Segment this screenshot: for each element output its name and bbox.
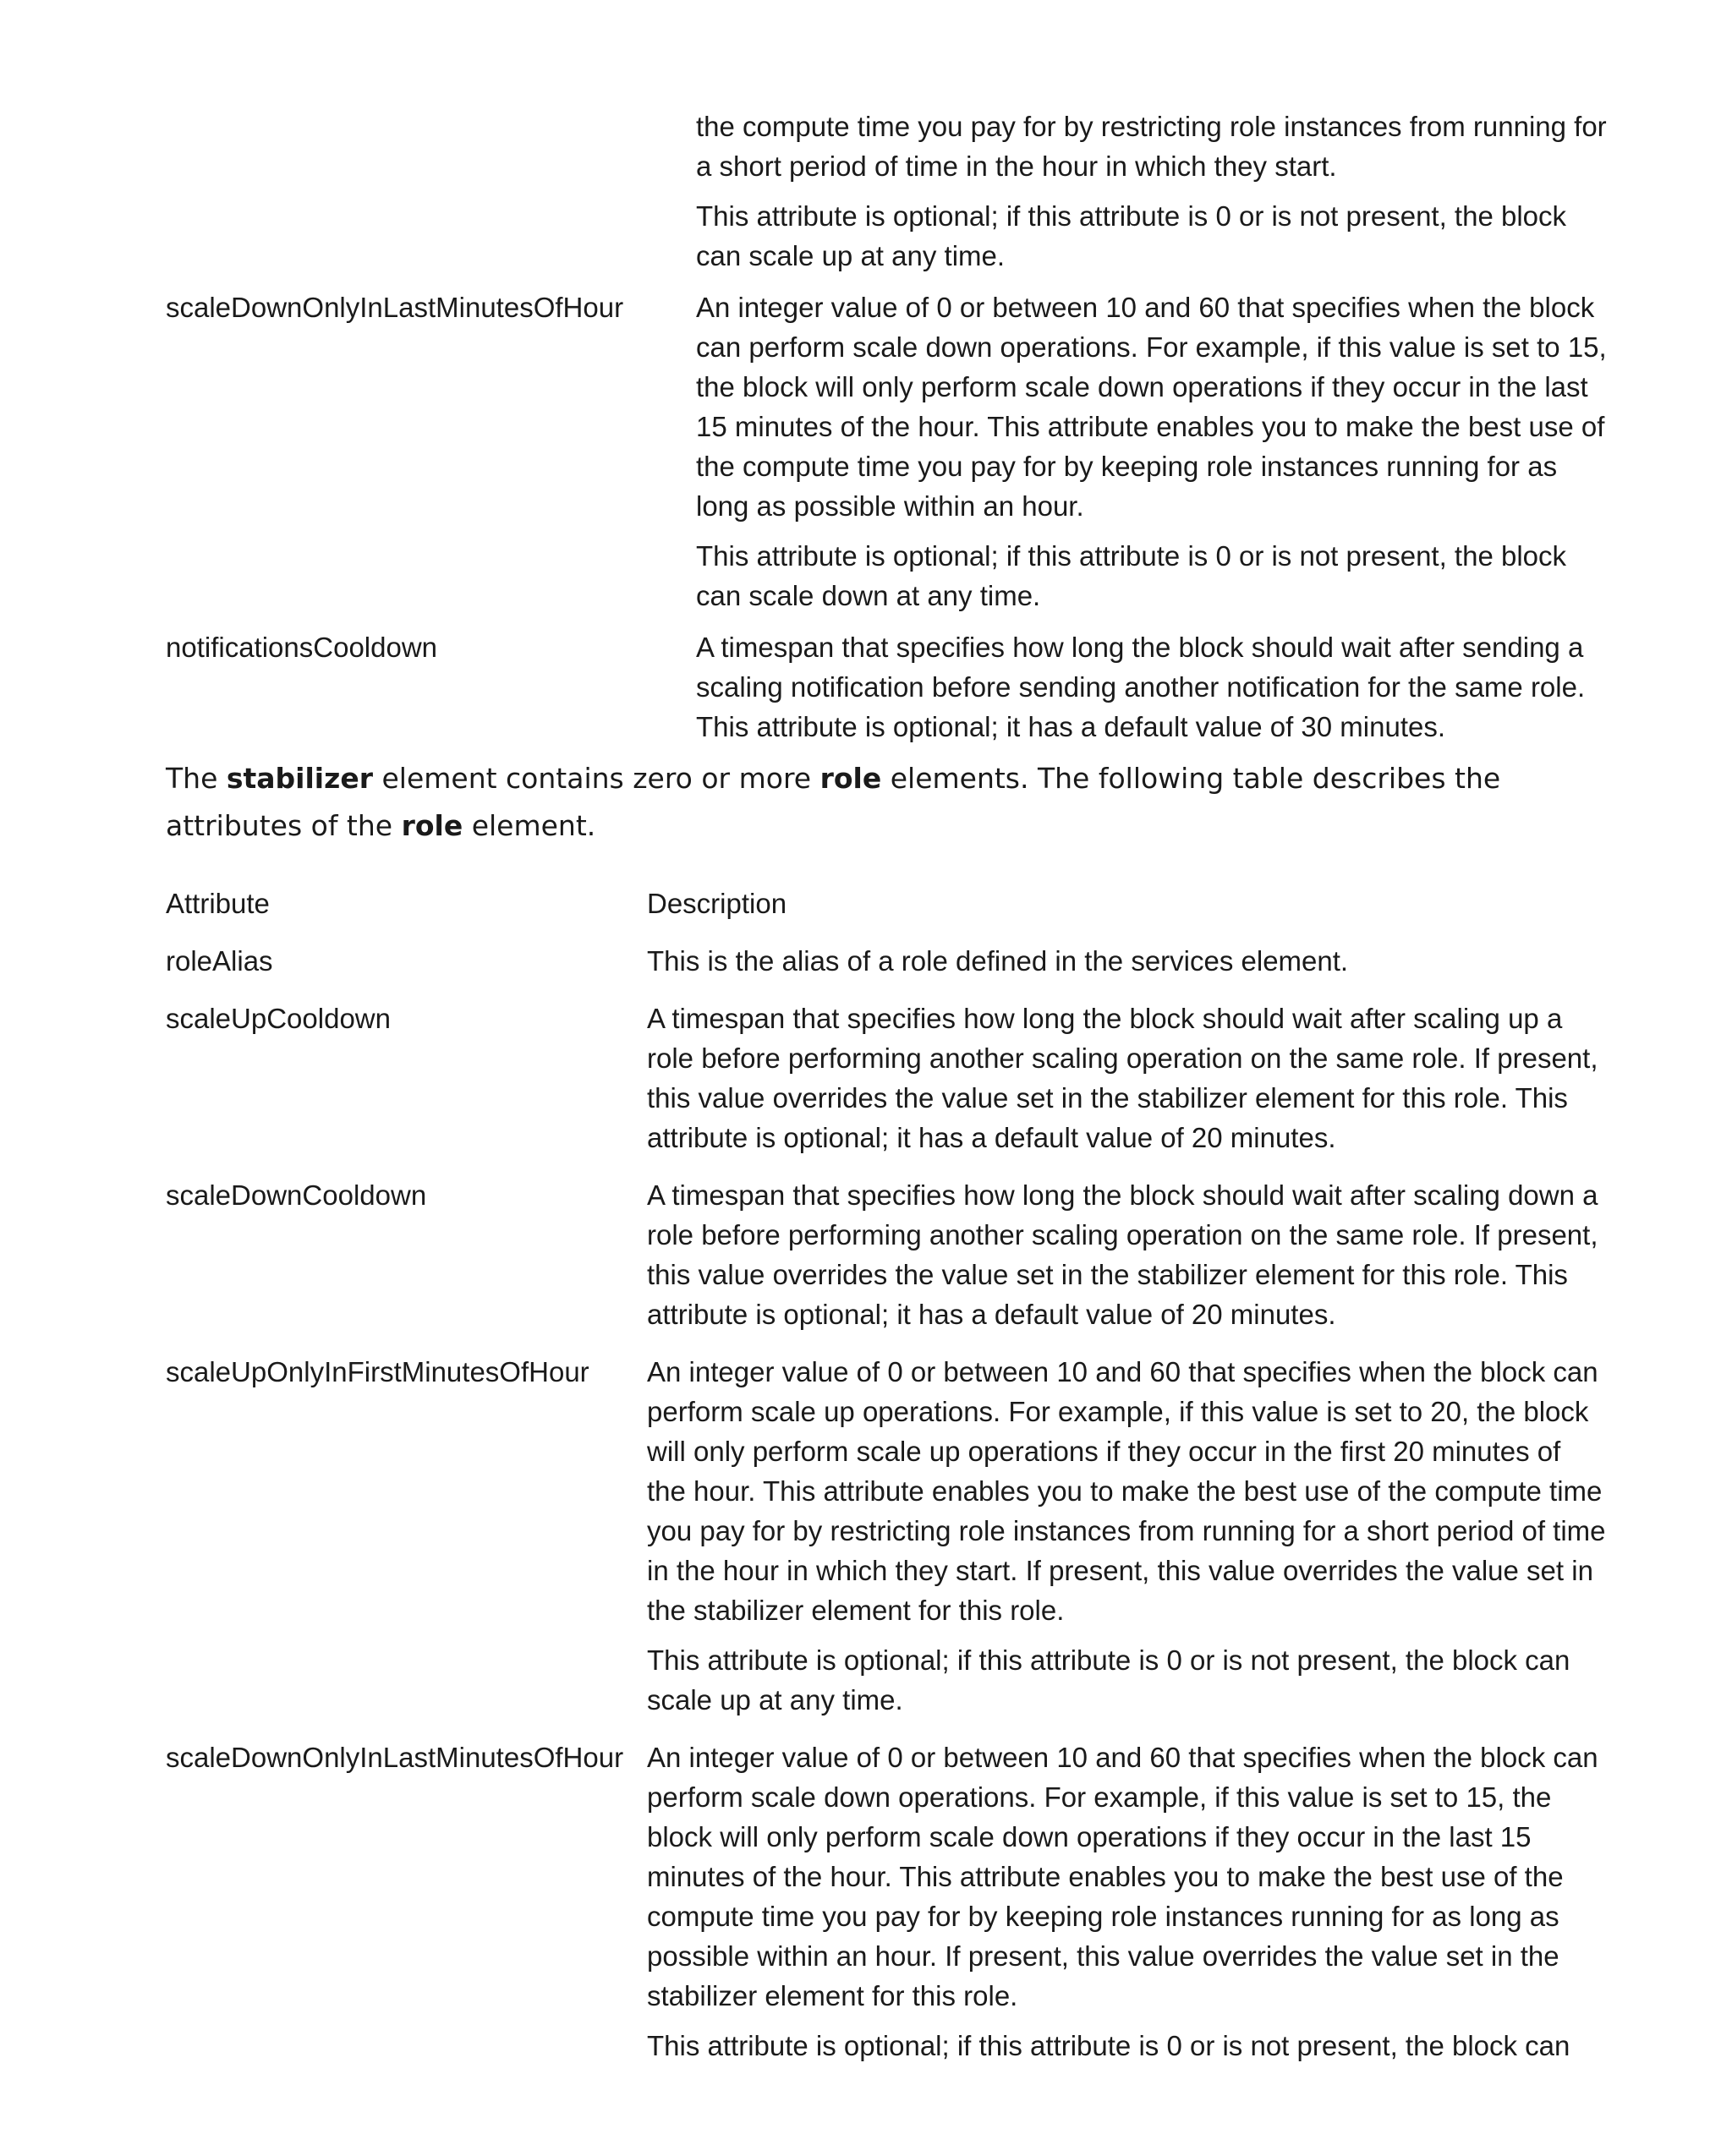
- table-row: [166, 1352, 1606, 1720]
- column-header-attribute: Attribute: [166, 888, 270, 919]
- description-paragraph: A timespan that specifies how long the block should wait after scaling down a role before performing another scaling operation on the same role. If present, this value overrides the value set in the stabilizer element for this role. This attribute is optional; it has a default value of 20 minutes.: [647, 1179, 1598, 1330]
- role-attributes-table: [166, 884, 1606, 2066]
- intro-text: elements. The following table describes the attributes of the: [166, 762, 1501, 842]
- description-paragraph: This attribute is optional; if this attribute is 0 or is not present, the block can scale up at any time.: [696, 200, 1567, 271]
- description-paragraph: This attribute is optional; if this attribute is 0 or is not present, the block can: [647, 2030, 1570, 2061]
- description-paragraph: A timespan that specifies how long the block should wait after sending a scaling notification before sending another notification for the same role. This attribute is optional; it has a default value of 30 minutes.: [696, 632, 1586, 742]
- attribute-name: scaleUpOnlyInFirstMinutesOfHour: [166, 1356, 589, 1387]
- attribute-description: [696, 287, 1609, 616]
- attribute-description: [647, 1175, 1607, 1334]
- description-paragraph: This attribute is optional; if this attribute is 0 or is not present, the block can scale up at any time.: [647, 1644, 1570, 1715]
- table-row: [166, 287, 1607, 616]
- intro-text: The: [166, 762, 227, 795]
- description-paragraph: This is the alias of a role defined in the services element.: [647, 945, 1349, 977]
- table-row: [166, 107, 1607, 276]
- attribute-description: [647, 1352, 1607, 1720]
- intro-text: element.: [463, 809, 596, 842]
- intro-bold-term: role: [401, 809, 463, 842]
- description-paragraph: An integer value of 0 or between 10 and 60 that specifies when the block can perform scale down operations. For example, if this value is set to 15, the block will only perform scale down operations if they occur in the last 15 minutes of the hour. This attribute enables you to make the best use of the compute time you pay for by keeping role instances running for as long as possible within an hour.: [696, 292, 1607, 522]
- table-row: [166, 627, 1603, 747]
- attribute-name: scaleDownCooldown: [166, 1179, 427, 1211]
- attribute-description: [696, 627, 1609, 747]
- description-paragraph: A timespan that specifies how long the block should wait after scaling up a role before performing another scaling operation on the same role. If present, this value overrides the value set in the stabilizer element for this role. This attribute is optional; it has a default value of 20 minutes.: [647, 1003, 1598, 1153]
- attribute-name: scaleDownOnlyInLastMinutesOfHour: [166, 1742, 624, 1773]
- attribute-description: [647, 1737, 1607, 2066]
- table-row: [166, 999, 1603, 1157]
- table-row: [166, 941, 1603, 981]
- attribute-description: [696, 107, 1609, 276]
- description-paragraph: An integer value of 0 or between 10 and 60 that specifies when the block can perform scale up operations. For example, if this value is set to 20, the block will only perform scale up operations if they occur in the first 20 minutes of the hour. This attribute enables you to make the best use of the compute time you pay for by restricting role instances from running for a short period of time in the hour in which they start. If present, this value overrides the value set in the stabilizer element for this role.: [647, 1356, 1606, 1626]
- table-header-row: [166, 884, 1603, 923]
- table-row: [166, 1737, 1603, 2066]
- attribute-name: scaleUpCooldown: [166, 1003, 391, 1034]
- intro-text: element contains zero or more: [372, 762, 820, 795]
- description-paragraph: An integer value of 0 or between 10 and 60 that specifies when the block can perform scale down operations. For example, if this value is set to 15, the block will only perform scale down operations if they occur in the last 15 minutes of the hour. This attribute enables you to make the best use of the compute time you pay for by keeping role instances running for as long as possible within an hour. If present, this value overrides the value set in the stabilizer element for this role.: [647, 1742, 1598, 2011]
- attributes-table-continued: [166, 107, 1607, 747]
- attribute-description: [647, 941, 1607, 981]
- column-header-description: [647, 884, 1607, 923]
- description-paragraph: the compute time you pay for by restricting role instances from running for a short period of time in the hour in which they start.: [696, 111, 1607, 182]
- intro-bold-term: stabilizer: [226, 762, 373, 795]
- intro-paragraph: [166, 755, 1603, 850]
- attribute-name: scaleDownOnlyInLastMinutesOfHour: [166, 292, 624, 323]
- attribute-name: roleAlias: [166, 945, 273, 977]
- attribute-name: notificationsCooldown: [166, 632, 438, 663]
- attribute-description: [647, 999, 1607, 1157]
- description-paragraph: This attribute is optional; if this attribute is 0 or is not present, the block can scale down at any time.: [696, 540, 1567, 611]
- intro-bold-term: role: [819, 762, 882, 795]
- table-row: [166, 1175, 1603, 1334]
- column-header-text: Description: [647, 888, 787, 919]
